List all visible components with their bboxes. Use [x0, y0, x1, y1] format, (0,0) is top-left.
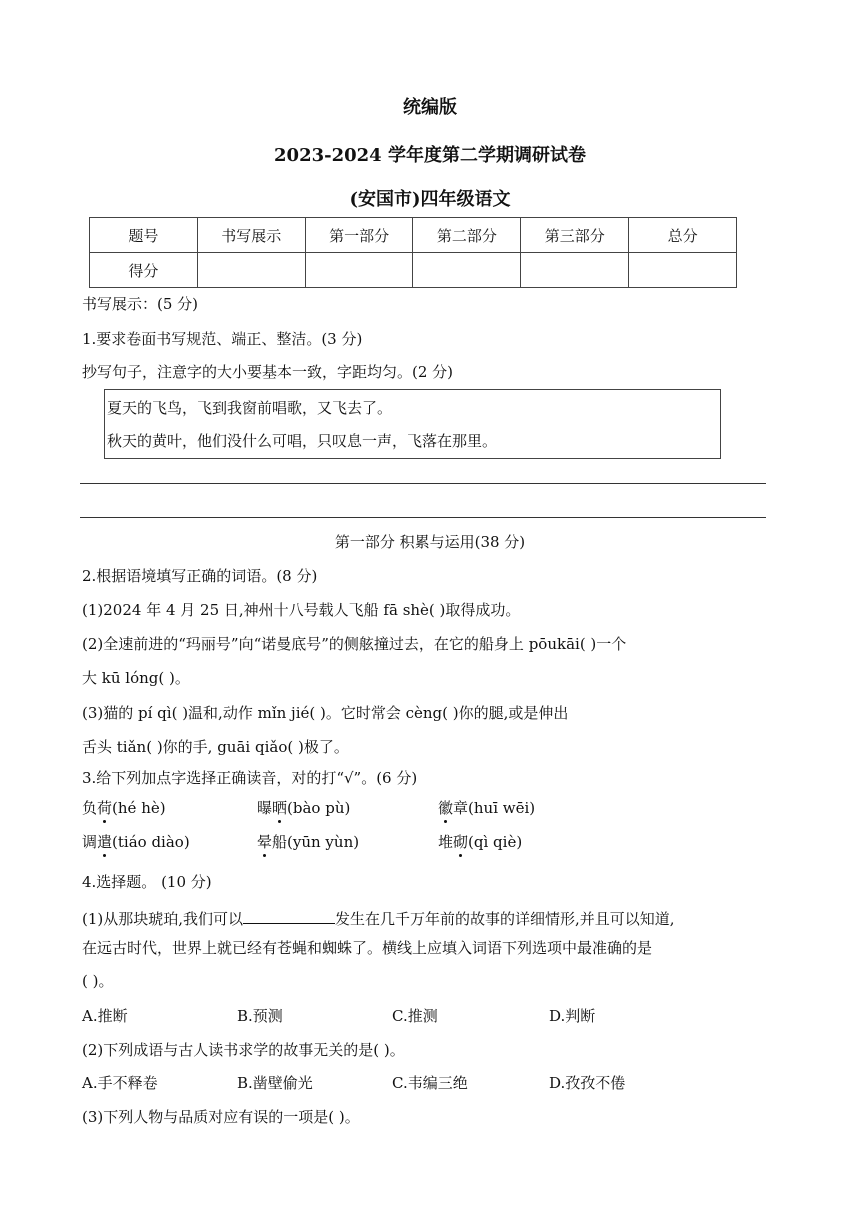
copy-sentence-1: 夏天的飞鸟，飞到我窗前唱歌，又飞去了。: [107, 399, 393, 417]
question-4-sub-1: (1)从那块琥珀,我们可以 发生在几千万年前的故事的详细情形,并且可以知道,: [82, 907, 675, 929]
question-1: 1.要求卷面书写规范、端正、整洁。(3 分): [82, 330, 363, 348]
pronunciation-item: 晕船(yūn yùn): [257, 833, 360, 851]
question-2-item-3: (3)猫的 pí qì( )温和,动作 mǐn jié( )。它时常会 cèng( )你的腿,或是伸出: [82, 704, 569, 722]
subject-title: (安国市)四年级语文: [349, 189, 511, 210]
pronunciation-item: 负荷(hé hè): [82, 799, 166, 817]
question-2-item-1: (1)2024 年 4 月 25 日,神州十八号载人飞船 fā shè( )取得成功。: [82, 601, 521, 619]
option-b[interactable]: B.预测: [237, 1007, 283, 1025]
copy-sentence-2: 秋天的黄叶，他们没什么可唱，只叹息一声，飞落在那里。: [107, 432, 498, 450]
option-c[interactable]: C.韦编三绝: [392, 1074, 468, 1092]
score-row-label: 得分: [90, 253, 198, 288]
question-2-title: 2.根据语境填写正确的词语。(8 分): [82, 567, 318, 585]
score-cell[interactable]: [305, 253, 413, 288]
writing-answer-line[interactable]: [80, 517, 766, 518]
question-3-title: 3.给下列加点字选择正确读音，对的打“√”。(6 分): [82, 769, 418, 787]
score-header-cell: 第三部分: [521, 218, 629, 253]
score-cell[interactable]: [197, 253, 305, 288]
question-2-item-3-cont: 舌头 tiǎn( )你的手, guāi qiǎo( )极了。: [82, 738, 349, 756]
score-table-header-row: [90, 218, 737, 253]
pronunciation-item: 曝晒(bào pù): [257, 799, 351, 817]
option-c[interactable]: C.推测: [392, 1007, 438, 1025]
pronunciation-item: 徽章(huī wēi): [438, 799, 536, 817]
part1-title: 第一部分 积累与运用(38 分): [334, 533, 526, 551]
pronunciation-item: 调遣(tiáo diào): [82, 833, 190, 851]
score-header-cell: 第一部分: [305, 218, 413, 253]
score-cell[interactable]: [413, 253, 521, 288]
score-header-cell: 总分: [629, 218, 737, 253]
question-4-sub-1-line2: 在远古时代，世界上就已经有苍蝇和蜘蛛了。横线上应填入词语下列选项中最准确的是: [82, 939, 653, 957]
question-4-title: 4.选择题。 (10 分): [82, 873, 212, 891]
option-b[interactable]: B.凿壁偷光: [237, 1074, 313, 1092]
score-header-cell: 题号: [90, 218, 198, 253]
score-table-score-row: [90, 253, 737, 288]
fill-blank[interactable]: [243, 907, 335, 924]
pronunciation-item: 堆砌(qì qiè): [438, 833, 523, 851]
exam-title: 2023-2024 学年度第二学期调研试卷: [274, 145, 586, 166]
option-d[interactable]: D.判断: [549, 1007, 596, 1025]
score-cell[interactable]: [521, 253, 629, 288]
writing-section-title: 书写展示：(5 分): [82, 295, 199, 313]
writing-answer-line[interactable]: [80, 483, 766, 484]
score-table: [89, 217, 737, 288]
score-header-cell: 第二部分: [413, 218, 521, 253]
question-4-sub-1-line3: ( )。: [82, 972, 114, 990]
question-4-sub-2: (2)下列成语与古人读书求学的故事无关的是( )。: [82, 1041, 405, 1059]
copy-instruction: 抄写句子，注意字的大小要基本一致，字距均匀。(2 分): [82, 363, 454, 381]
option-a[interactable]: A.推断: [82, 1007, 128, 1025]
question-4-sub-3: (3)下列人物与品质对应有误的一项是( )。: [82, 1108, 360, 1126]
score-cell[interactable]: [629, 253, 737, 288]
score-header-cell: 书写展示: [197, 218, 305, 253]
option-a[interactable]: A.手不释卷: [82, 1074, 158, 1092]
option-d[interactable]: D.孜孜不倦: [549, 1074, 626, 1092]
edition-label: 统编版: [403, 97, 457, 118]
question-2-item-2: (2)全速前进的“玛丽号”向“诺曼底号”的侧舷撞过去，在它的船身上 pōukāi( )一个: [82, 635, 627, 653]
question-2-item-2-cont: 大 kū lóng( )。: [82, 669, 190, 687]
